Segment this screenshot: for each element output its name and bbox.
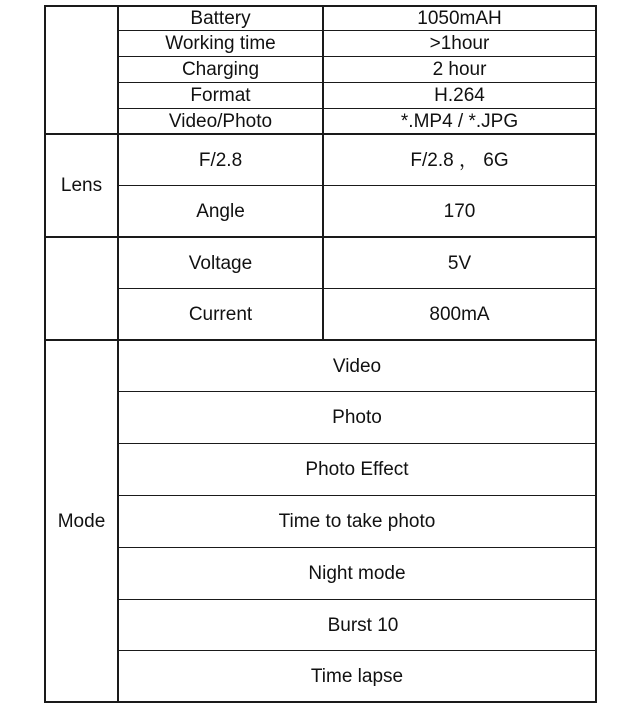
mode-item-night-mode: Night mode — [308, 563, 406, 584]
mode-item-burst: Burst 10 — [327, 614, 399, 636]
spec-value-working-time: >1hour — [429, 33, 490, 54]
mode-item-video: Video — [332, 355, 382, 377]
spec-name-format: Format — [190, 85, 251, 106]
mode-item-photo: Photo — [332, 407, 382, 428]
spec-value-format: H.264 — [434, 85, 485, 106]
spec-value-video-photo: *.MP4 / *.JPG — [400, 110, 519, 132]
spec-name-charging: Charging — [181, 59, 260, 80]
spec-value-current: 800mA — [429, 303, 490, 325]
mode-item-time-lapse: Time lapse — [310, 665, 404, 687]
spec-value-aperture: F/2.8 ， 6G — [410, 149, 509, 171]
spec-value-charging: 2 hour — [432, 59, 487, 80]
spec-name-angle: Angle — [196, 200, 245, 222]
mode-item-time-to-take-photo: Time to take photo — [278, 511, 436, 532]
spec-name-current: Current — [188, 303, 253, 325]
mode-item-photo-effect: Photo Effect — [305, 459, 409, 480]
spec-name-working-time: Working time — [165, 33, 276, 54]
spec-name-aperture: F/2.8 — [198, 149, 243, 171]
category-label-lens: Lens — [60, 175, 103, 196]
category-label-mode: Mode — [57, 510, 106, 532]
spec-value-voltage: 5V — [447, 252, 472, 274]
spec-name-battery: Battery — [190, 8, 251, 29]
spec-name-video-photo: Video/Photo — [168, 110, 273, 132]
spec-value-angle: 170 — [443, 200, 476, 222]
spec-value-battery: 1050mAH — [417, 8, 502, 29]
spec-name-voltage: Voltage — [188, 252, 253, 274]
table-border-bottom — [44, 701, 597, 703]
